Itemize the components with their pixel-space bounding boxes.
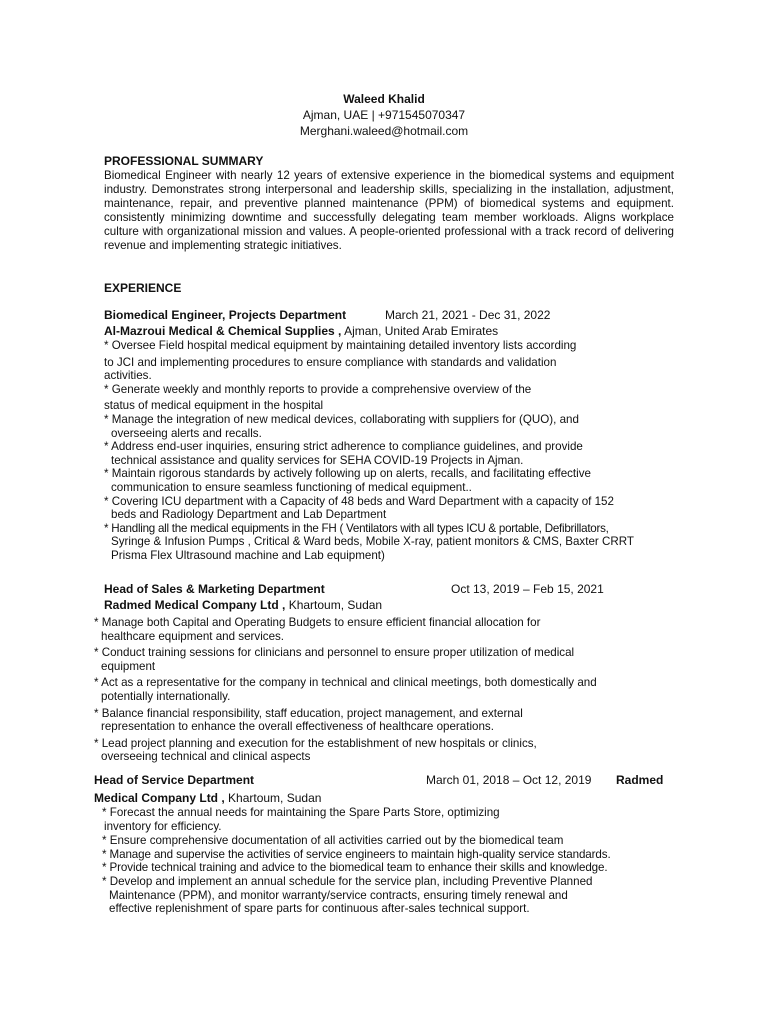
bullet-line: * Conduct training sessions for clinicians and personnel to ensure proper utilization of medical [94, 646, 575, 660]
company-line [104, 598, 674, 613]
bullet-line: effective replenishment of spare parts for continuous after-sales technical support. [109, 902, 530, 916]
job-title: Head of Sales & Marketing Department [104, 582, 325, 596]
bullet-line: * Covering ICU department with a Capacity of 48 beds and Ward Department with a capacity of 152 [104, 494, 614, 508]
bullet-line: * Forecast the annual needs for maintaining the Spare Parts Store, optimizing [102, 806, 500, 819]
bullet-line: equipment [101, 659, 156, 673]
company-location: Khartoum, Sudan [224, 791, 322, 805]
contact-line: Ajman, UAE | +971545070347 [302, 108, 466, 122]
job-title: Biomedical Engineer, Projects Department [104, 308, 347, 322]
bullet-line: activities. [104, 369, 152, 383]
job-entry-2 [94, 583, 674, 764]
job-title: Head of Service Department [94, 773, 255, 787]
job-entry-3 [94, 774, 676, 916]
bullet-line: Prisma Flex Ultrasound machine and Lab equipment) [111, 548, 385, 562]
summary-heading: PROFESSIONAL SUMMARY [104, 154, 264, 168]
bullet-line: Syringe & Infusion Pumps , Critical & Ward beds, Mobile X-ray, patient monitors & CMS, Baxter CRRT [111, 535, 634, 549]
bullet-line: * Provide technical training and advice to the biomedical team to enhance their skills and knowledge. [102, 861, 608, 875]
job-title-line [94, 774, 676, 789]
job-title-line [104, 583, 674, 598]
bullet-line: * Lead project planning and execution for the establishment of new hospitals or clinics, [94, 736, 537, 750]
bullet-line: potentially internationally. [101, 689, 231, 703]
company-name: Radmed Medical Company Ltd , [104, 598, 286, 612]
job-entry-1 [104, 309, 676, 563]
summary-text: Biomedical Engineer with nearly 12 years of extensive experience in the biomedical systems and equipment industry. Demonstrates strong interpersonal and leadership skills, specializing in the installation, adjustment, maintenance, repair, and preventive planned maintenance (PPM) of biomedical systems and equipment. consistently minimizing downtime and successfully delegating team member workloads. Aligns workplace culture with organizational mission and values. A people-oriented professional with a track record of delivering revenue and implementing strategic initiatives. [104, 169, 674, 252]
job-title-line [104, 309, 676, 324]
bullet-line: * Generate weekly and monthly reports to provide a comprehensive overview of the [104, 382, 532, 396]
bullet-line: * Handling all the medical equipments in the FH ( Ventilators with all types ICU & portable, Defibrillators, [104, 521, 609, 535]
bullet-line: * Manage and supervise the activities of service engineers to maintain high-quality service standards. [102, 847, 611, 861]
job-dates: March 01, 2018 – Oct 12, 2019 [426, 773, 592, 787]
bullet-line: * Manage the integration of new medical devices, collaborating with suppliers for (QUO), and [104, 412, 579, 426]
bullet-line: overseeing technical and clinical aspects [101, 750, 311, 764]
company-line [94, 791, 676, 806]
company-location: Ajman, United Arab Emirates [341, 324, 499, 338]
bullet-line: inventory for efficiency. [104, 819, 222, 833]
bullet-line: * Oversee Field hospital medical equipment by maintaining detailed inventory lists according [104, 339, 577, 352]
company-name: Radmed [616, 773, 664, 787]
bullet-line: * Develop and implement an annual schedule for the service plan, including Preventive Planned [102, 874, 593, 888]
bullet-line: representation to enhance the overall effectiveness of healthcare operations. [101, 720, 494, 734]
bullet-line: overseeing alerts and recalls. [111, 426, 262, 440]
bullet-line: * Ensure comprehensive documentation of all activities carried out by the biomedical team [102, 834, 564, 848]
job-dates: Oct 13, 2019 – Feb 15, 2021 [451, 582, 604, 596]
bullet-line: * Address end-user inquiries, ensuring strict adherence to compliance guidelines, and provide [104, 440, 583, 454]
bullet-line: to JCI and implementing procedures to ensure compliance with standards and validation [104, 355, 557, 369]
bullet-line: * Manage both Capital and Operating Budgets to ensure efficient financial allocation for [94, 616, 541, 629]
candidate-name: Waleed Khalid [343, 92, 425, 106]
company-line [104, 324, 676, 339]
email-line: Merghani.waleed@hotmail.com [299, 124, 469, 138]
bullet-line: technical assistance and quality services for SEHA COVID-19 Projects in Ajman. [111, 453, 524, 467]
bullet-line: * Balance financial responsibility, staff education, project management, and external [94, 706, 523, 720]
bullet-line: beds and Radiology Department and Lab Department [111, 508, 387, 522]
company-name: Medical Company Ltd , [94, 791, 225, 805]
resume-header [0, 91, 768, 139]
experience-heading: EXPERIENCE [104, 281, 182, 295]
bullet-line: status of medical equipment in the hospital [104, 399, 324, 413]
company-location: Khartoum, Sudan [285, 598, 383, 612]
company-name: Al-Mazroui Medical & Chemical Supplies , [104, 324, 342, 338]
bullet-line: communication to ensure seamless functioning of medical equipment.. [111, 480, 472, 494]
bullet-line: Maintenance (PPM), and monitor warranty/service contracts, ensuring timely renewal and [109, 888, 568, 902]
bullet-line: healthcare equipment and services. [101, 629, 285, 643]
job-dates: March 21, 2021 - Dec 31, 2022 [385, 308, 551, 322]
bullet-line: * Maintain rigorous standards by actively following up on alerts, recalls, and facilitating effective [104, 467, 591, 481]
bullet-line: * Act as a representative for the company in technical and clinical meetings, both domestically and [94, 676, 597, 690]
